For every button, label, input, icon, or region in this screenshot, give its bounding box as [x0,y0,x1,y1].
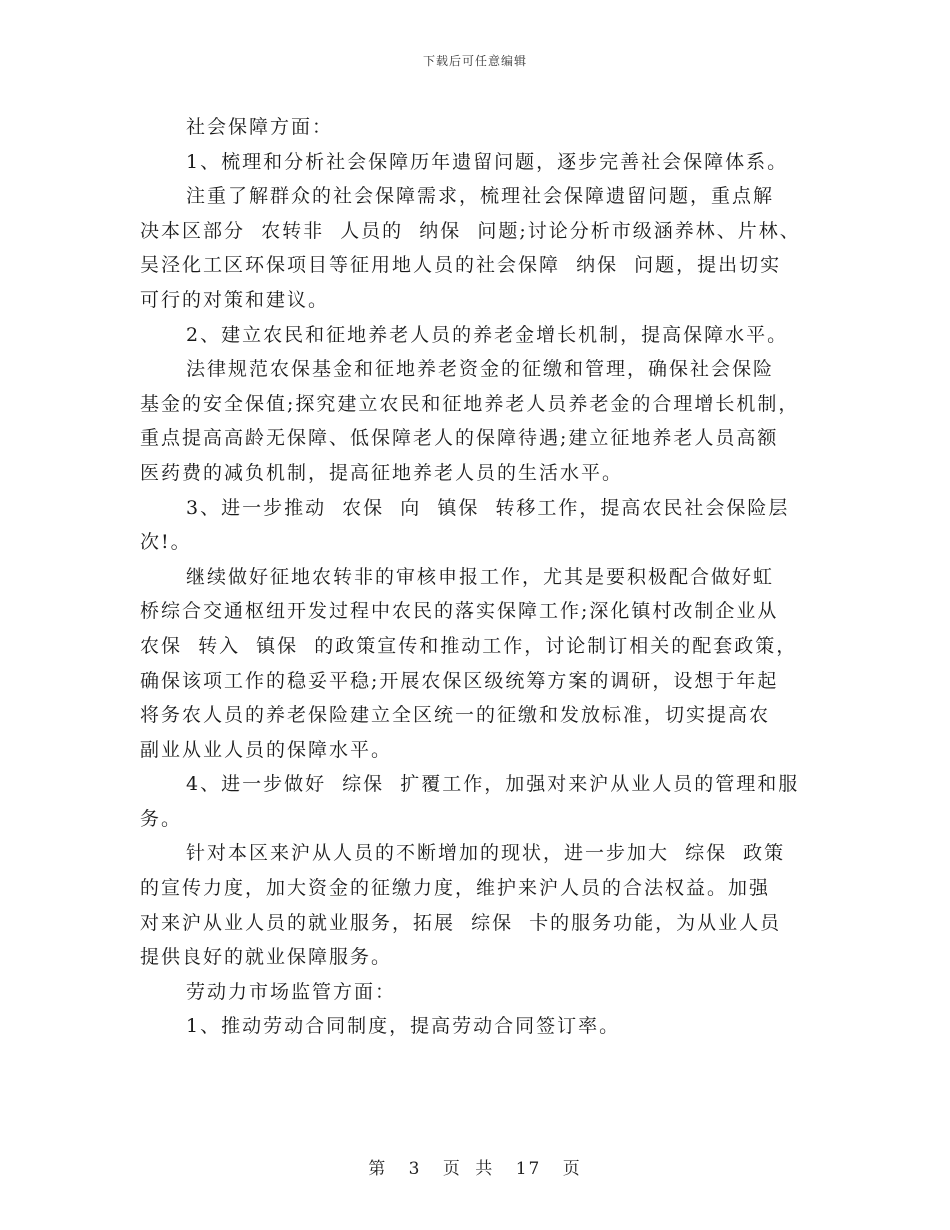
text-line: 注重了解群众的社会保障需求，梳理社会保障遗留问题，重点解 [186,185,775,208]
text-line: 3、进一步推动 农保 向 镇保 转移工作，提高农民社会保险层 [186,496,790,519]
footer-middle: 页 共 [442,1159,495,1179]
total-page-count: 17 [515,1159,542,1179]
text-line: 基金的安全保值;探究建立农民和征地养老人员养老金的合理增长机制， [140,392,800,415]
text-line: 医药费的减负机制，提高征地养老人员的生活水平。 [140,461,624,484]
text-line: 4、进一步做好 综保 扩覆工作，加强对来沪从业人员的管理和服 [186,773,800,796]
text-line: 劳动力市场监管方面： [186,980,397,1003]
footer-suffix: 页 [562,1159,582,1179]
page-header: 下载后可任意编辑 [422,54,527,68]
text-line: 可行的对策和建议。 [140,288,330,311]
text-line: 副业从业人员的保障水平。 [140,738,393,761]
text-line: 吴泾化工区环保项目等征用地人员的社会保障 纳保 问题，提出切实 [140,254,782,277]
document-body [140,110,820,1044]
footer-prefix: 第 [368,1159,388,1179]
text-line: 继续做好征地农转非的审核申报工作，尤其是要积极配合做好虹 [186,565,775,588]
text-line: 重点提高高龄无保障、低保障老人的保障待遇;建立征地养老人员高额 [140,427,779,450]
text-line: 务。 [140,807,183,830]
text-line: 的宣传力度，加大资金的征缴力度，维护来沪人员的合法权益。加强 [140,877,771,900]
text-line: 决本区部分 农转非 人员的 纳保 问题;讨论分析市级涵养林、片林、 [140,219,801,242]
text-line: 次!。 [140,531,192,554]
text-line: 社会保障方面： [186,116,334,138]
text-line: 针对本区来沪从人员的不断增加的现状，进一步加大 综保 政策 [186,842,786,865]
text-line: 对来沪从业人员的就业服务，拓展 综保 卡的服务功能，为从业人员 [140,911,782,934]
text-line: 农保 转入 镇保 的政策宣传和推动工作，讨论制订相关的配套政策， [140,634,798,657]
text-line: 提供良好的就业保障服务。 [140,946,393,969]
text-line: 1、推动劳动合同制度，提高劳动合同签订率。 [186,1015,621,1038]
text-line: 1、梳理和分析社会保障历年遗留问题，逐步完善社会保障体系。 [186,150,789,173]
text-line: 法律规范农保基金和征地养老资金的征缴和管理，确保社会保险 [186,358,775,381]
text-line: 桥综合交通枢纽开发过程中农民的落实保障工作;深化镇村改制企业从 [140,600,779,623]
page-footer [0,1154,950,1179]
text-line: 确保该项工作的稳妥平稳;开展农保区级统筹方案的调研，设想于年起 [140,669,779,692]
text-line: 2、建立农民和征地养老人员的养老金增长机制，提高保障水平。 [186,323,789,346]
text-line: 将务农人员的养老保险建立全区统一的征缴和发放标准，切实提高农 [140,704,771,727]
current-page-number: 3 [408,1159,422,1179]
